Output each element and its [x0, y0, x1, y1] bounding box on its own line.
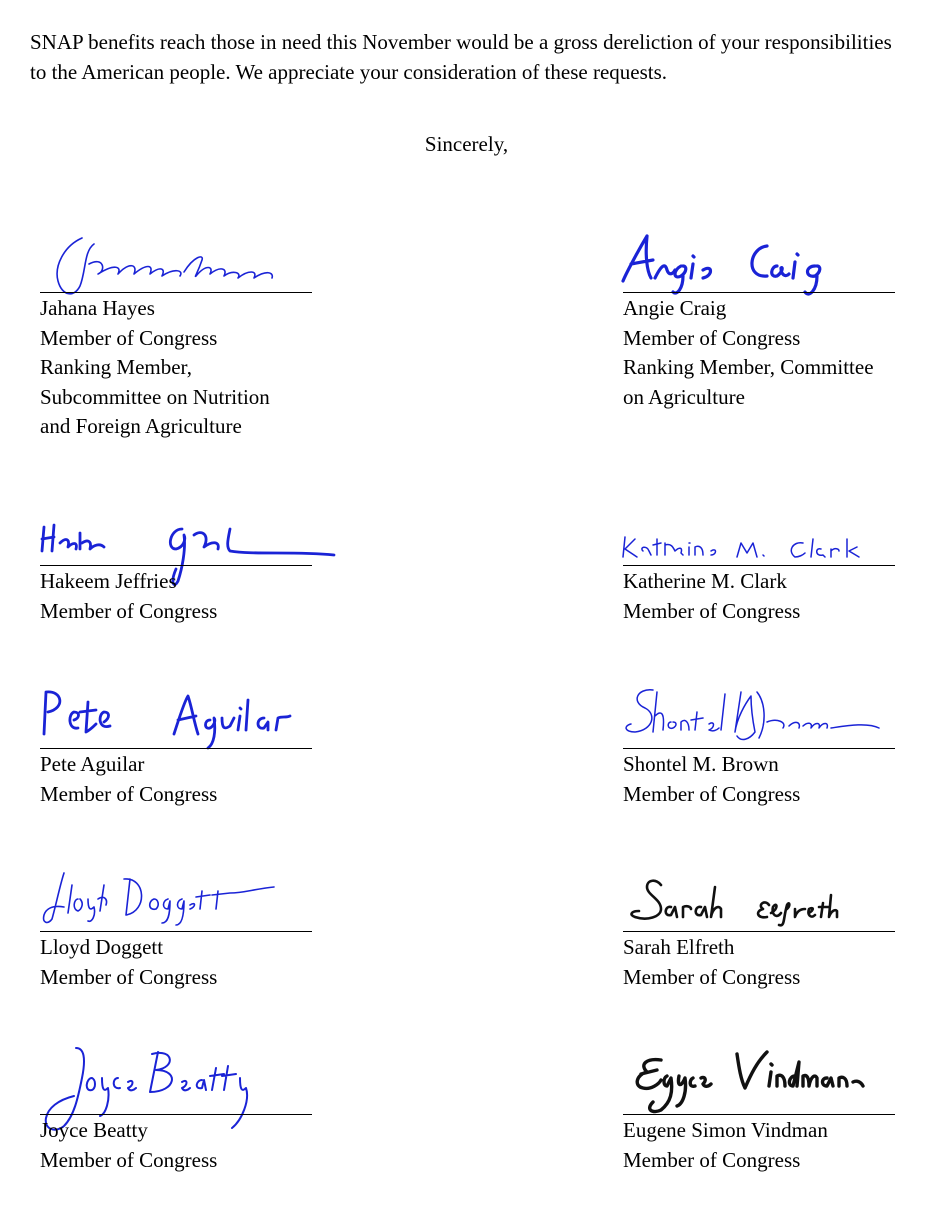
signature-rule: [623, 748, 895, 749]
signatory-title: Member of Congress: [623, 781, 801, 806]
signatory-name: Jahana Hayes: [40, 296, 155, 320]
signature-rule: [623, 565, 895, 566]
signatory-role-line: and Foreign Agriculture: [40, 414, 242, 438]
letter-paragraph: SNAP benefits reach those in need this November would be a gross dereliction of your responsibilities to the American people. We appreciate your consideration of these requests.: [30, 30, 892, 84]
signature-rule: [40, 565, 312, 566]
signatory-name: Lloyd Doggett: [40, 935, 164, 959]
signatory-title: Member of Congress: [40, 781, 218, 806]
signatory-name: Pete Aguilar: [40, 752, 145, 776]
signatory-name: Eugene Simon Vindman: [623, 1118, 828, 1142]
signature-rule: [623, 931, 895, 932]
signatory-title: Member of Congress: [623, 598, 801, 623]
signature-block-pete-aguilar: [40, 682, 330, 842]
signature-block-eugene-vindman: [623, 1048, 913, 1208]
signature-rule: [623, 292, 895, 293]
signatory-name: Angie Craig: [623, 296, 727, 320]
signatory-title: Member of Congress: [623, 325, 801, 350]
signature-block-joyce-beatty: [40, 1048, 330, 1208]
signatory-role-line: on Agriculture: [623, 384, 745, 409]
signature-block-shontel-brown: [623, 682, 913, 842]
signatory-title: Member of Congress: [623, 964, 801, 989]
signatory-title: Member of Congress: [40, 1147, 218, 1172]
signature-rule: [40, 748, 312, 749]
signature-rule: [623, 1114, 895, 1115]
signatory-name: Joyce Beatty: [40, 1118, 148, 1142]
signature-block-angie-craig: [623, 226, 913, 409]
signatory-title: Member of Congress: [40, 598, 218, 623]
signatory-role-line: Subcommittee on Nutrition: [40, 384, 270, 409]
signatory-name: Sarah Elfreth: [623, 935, 735, 959]
signature-block-lloyd-doggett: [40, 865, 330, 1025]
signatory-title: Member of Congress: [623, 1147, 801, 1172]
signatory-name: Katherine M. Clark: [623, 569, 787, 593]
signature-block-hakeem-jeffries: [40, 499, 330, 659]
signature-block-katherine-clark: [623, 499, 913, 659]
signature-rule: [40, 1114, 312, 1115]
signatory-role-line: Ranking Member, Committee: [623, 355, 874, 379]
signature-block-sarah-elfreth: [623, 865, 913, 1025]
signatory-name: Shontel M. Brown: [623, 752, 779, 776]
signature-rule: [40, 931, 312, 932]
signatory-role-line: Ranking Member,: [40, 355, 192, 379]
signature-rule: [40, 292, 312, 293]
signatory-title: Member of Congress: [40, 325, 218, 350]
signature-block-jahana-hayes: [40, 226, 330, 438]
signatory-title: Member of Congress: [40, 964, 218, 989]
signatory-name: Hakeem Jeffries: [40, 569, 177, 593]
closing-sincerely: Sincerely,: [424, 132, 509, 156]
